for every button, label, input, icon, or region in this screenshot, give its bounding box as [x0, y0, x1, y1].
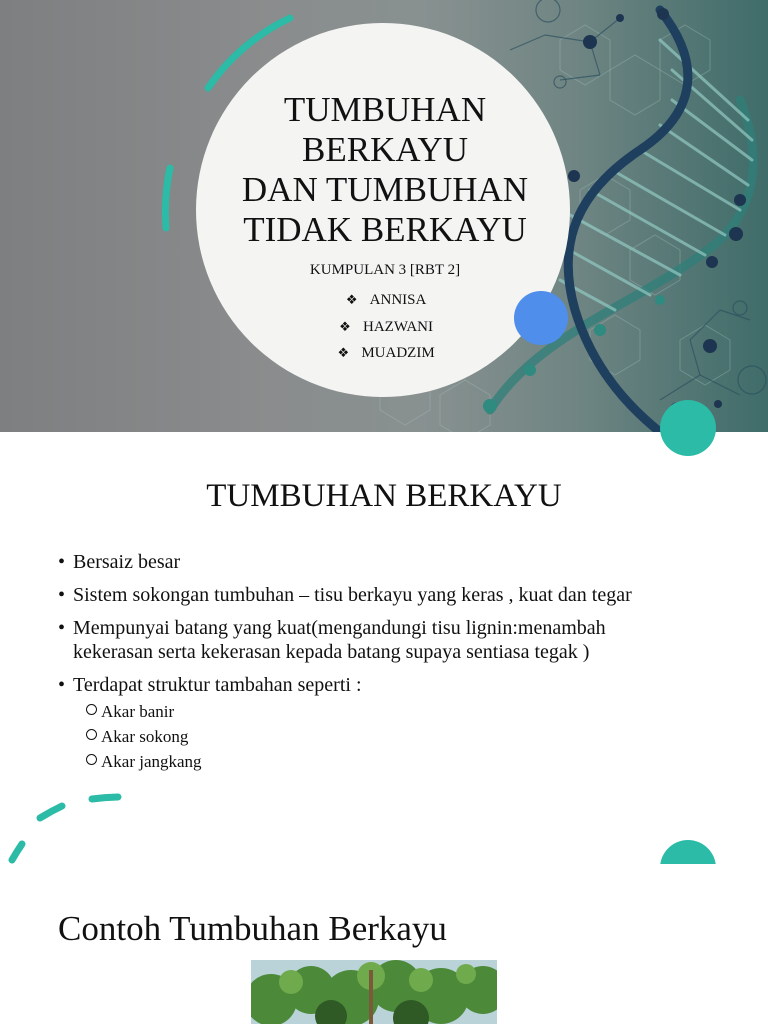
- tree-photo-graphic: [251, 960, 497, 1024]
- circle-bullet-icon: [86, 704, 97, 715]
- sub-bullet-list: [86, 699, 202, 774]
- bullet-dot-icon: •: [58, 674, 66, 696]
- member-name: HAZWANI: [363, 318, 433, 335]
- sub-bullet-text: Akar banir: [101, 702, 175, 721]
- title-line: BERKAYU: [302, 130, 468, 169]
- member-name: ANNISA: [369, 292, 427, 308]
- blue-circle-accent: [514, 291, 568, 345]
- circle-bullet-icon: [86, 729, 97, 740]
- sub-bullet-item: [86, 699, 202, 724]
- sub-bullet-item: [86, 749, 202, 774]
- member-list: [240, 287, 530, 367]
- example-slide: [0, 864, 768, 1024]
- bullet-item: [58, 583, 738, 607]
- bullet-text-continued: kekerasan serta kekerasan kepada batang supaya sentiasa tegak ): [73, 641, 590, 663]
- title-line: TIDAK BERKAYU: [243, 210, 527, 249]
- slide-title: Contoh Tumbuhan Berkayu: [58, 909, 447, 948]
- diamond-bullet-icon: ❖: [337, 345, 350, 360]
- tree-photo-icon: [251, 960, 497, 1024]
- slide-title: TUMBUHAN BERKAYU: [206, 478, 562, 514]
- member-item: [240, 340, 530, 367]
- member-item: [240, 287, 530, 314]
- title-line: TUMBUHAN: [283, 90, 487, 129]
- sub-bullet-text: Akar jangkang: [101, 752, 202, 771]
- bullet-dot-icon: •: [58, 551, 66, 573]
- bullet-text: Sistem sokongan tumbuhan – tisu berkayu yang keras , kuat dan tegar: [73, 584, 632, 606]
- member-name: MUADZIM: [361, 345, 435, 361]
- member-item: [240, 314, 530, 341]
- presentation-title: [200, 90, 570, 250]
- sub-bullet-item: [86, 724, 202, 749]
- circle-bullet-icon: [86, 754, 97, 765]
- bullet-list: [58, 550, 738, 706]
- bullet-dot-icon: •: [58, 584, 66, 606]
- title-slide: [0, 0, 768, 432]
- sub-bullet-text: Akar sokong: [101, 727, 189, 746]
- diamond-bullet-icon: ❖: [339, 318, 351, 334]
- bullet-text: Bersaiz besar: [73, 551, 181, 573]
- content-slide: [0, 432, 768, 864]
- title-line: DAN TUMBUHAN: [241, 170, 529, 209]
- bullet-item: [58, 673, 738, 697]
- diamond-bullet-icon: ❖: [345, 292, 358, 307]
- bullet-text: Terdapat struktur tambahan seperti :: [73, 674, 362, 696]
- group-subtitle: KUMPULAN 3 [RBT 2]: [309, 262, 461, 278]
- bullet-text: Mempunyai batang yang kuat(mengandungi tisu lignin:menambah: [73, 617, 606, 639]
- bullet-dot-icon: •: [58, 617, 66, 639]
- bullet-item: [58, 616, 738, 664]
- bullet-item: [58, 550, 738, 574]
